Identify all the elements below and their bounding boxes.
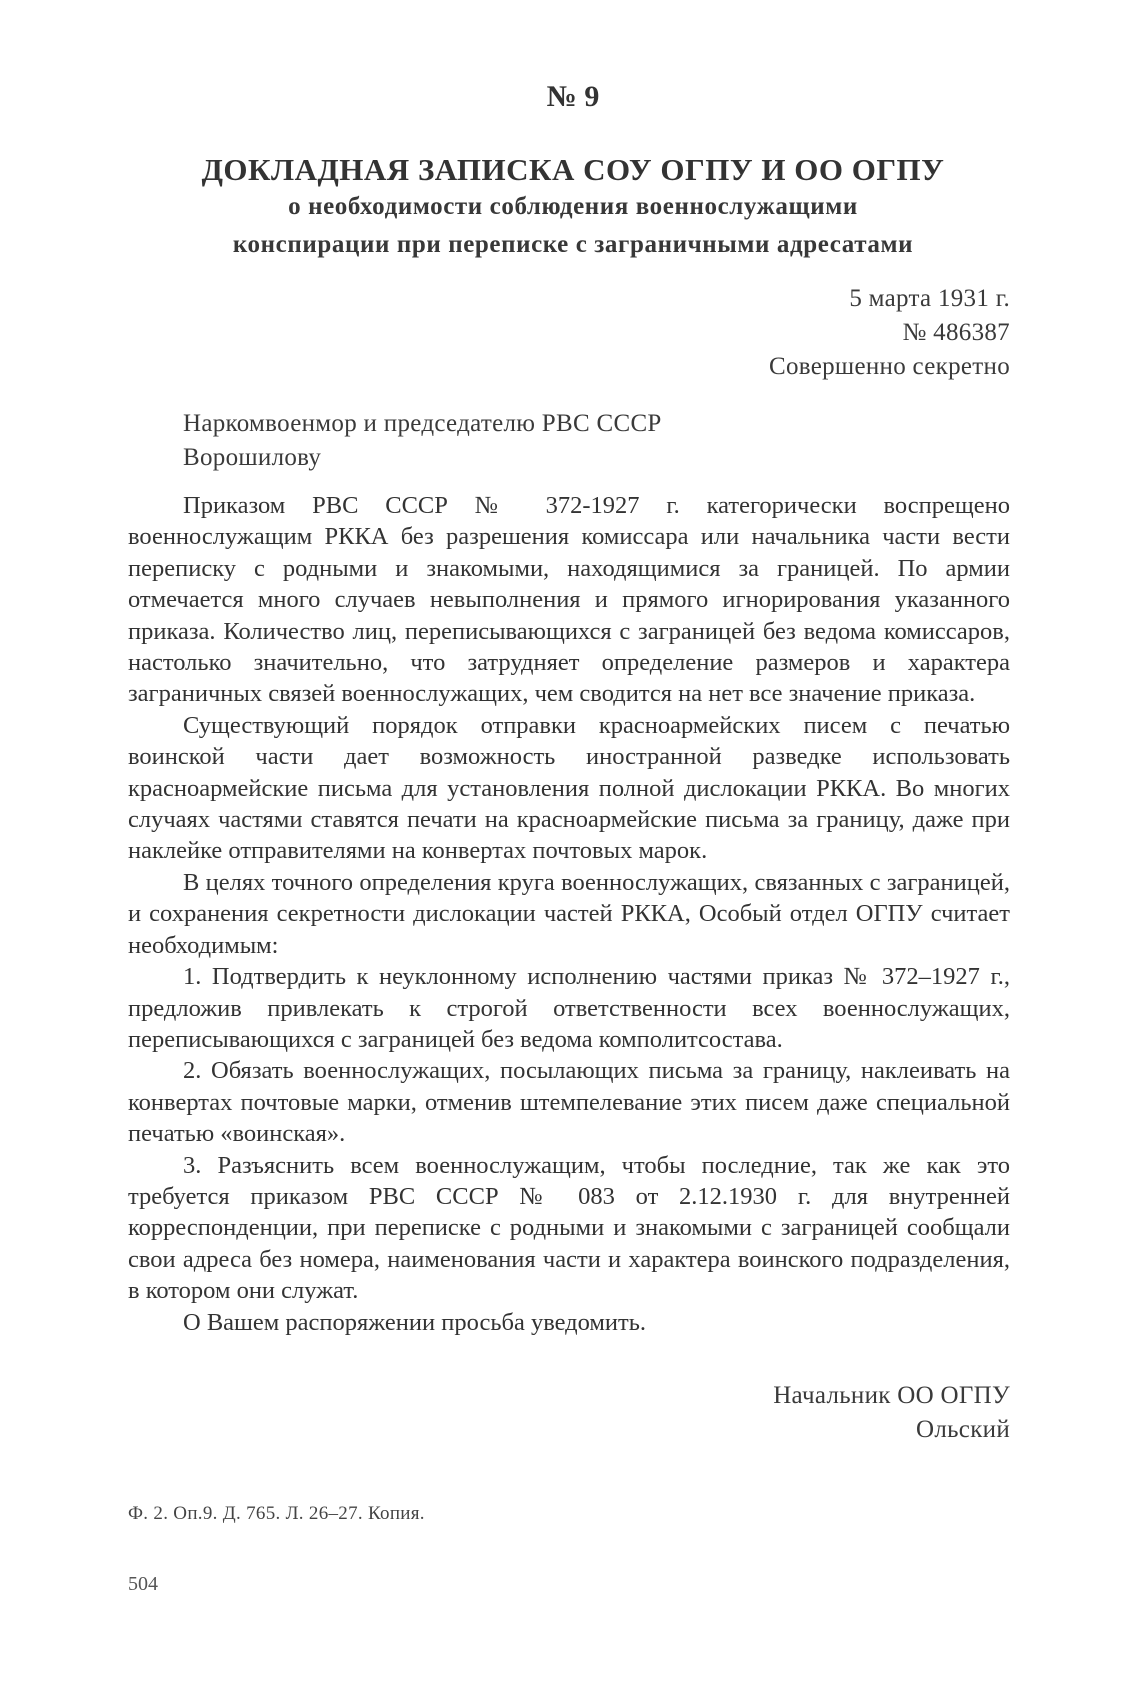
archive-reference: Ф. 2. Оп.9. Д. 765. Л. 26–27. Копия. — [128, 1503, 425, 1524]
addressee-line: Ворошилову — [183, 444, 322, 471]
body-paragraph: В целях точного определения круга военнослужащих, связанных с заграницей, и сохранения секретности дислокации частей РККА, Особый отдел ОГПУ считает необходимым: — [128, 868, 1010, 959]
document-title: ДОКЛАДНАЯ ЗАПИСКА СОУ ОГПУ И ОО ОГПУ — [201, 152, 945, 187]
signature-title: Начальник ОО ОГПУ — [773, 1382, 1010, 1409]
page-number: 504 — [128, 1573, 158, 1595]
document-date: 5 марта 1931 г. — [849, 285, 1010, 312]
subtitle-line: конспирации при переписке с заграничными адресатами — [232, 231, 914, 258]
addressee — [183, 407, 662, 475]
body-paragraph: Приказом РВС СССР № 372-1927 г. категорически воспрещено военнослужащим РККА без разрешения комиссара или начальника части вести переписку с родными и знакомыми, находящимися за границей. По армии отмечается много случаев невыполнения и прямого игнорирования указанного приказа. Количество лиц, переписывающихся с заграницей без ведома комиссаров, настолько значительно, что затрудняет определение размеров и характера заграничных связей военнослужащих, чем сводится на нет все значение приказа. — [128, 492, 1010, 708]
body-paragraph: О Вашем распоряжении просьба уведомить. — [183, 1308, 647, 1336]
classification-mark: Совершенно секретно — [768, 353, 1010, 380]
document-number: № 9 — [546, 80, 600, 113]
signature-name: Ольский — [915, 1416, 1010, 1443]
body-paragraph: 1. Подтвердить к неуклонному исполнению частями приказ № 372–1927 г., предложив привлекать к строгой ответственности всех военнослужащих, переписывающихся с заграницей без ведома комполитсостава. — [128, 963, 1010, 1053]
document-body — [128, 490, 1010, 1338]
body-paragraph: 3. Разъяснить всем военнослужащим, чтобы последние, так же как это требуется приказом РВС СССР № 083 от 2.12.1930 г. для внутренней корреспонденции, при переписке с родными и знакомыми с заграницей сообщали свои адреса без номера, наименования части и характера воинского подразделения, в котором они служат. — [128, 1151, 1010, 1305]
signature-block — [773, 1379, 1010, 1447]
addressee-line: Наркомвоенмор и председателю РВС СССР — [183, 410, 662, 437]
registration-number: № 486387 — [902, 319, 1010, 346]
document-meta — [769, 282, 1010, 384]
body-paragraph: 2. Обязать военнослужащих, посылающих письма за границу, наклеивать на конвертах почтовые марки, отменив штемпелевание этих писем даже специальной печатью «воинская». — [128, 1057, 1010, 1148]
body-paragraph: Существующий порядок отправки красноармейских писем с печатью воинской части дает возможность иностранной разведке использовать красноармейские письма для установления полной дислокации РККА. Во многих случаях частями ставятся печати на красноармейские письма за границу, даже при наклейке отправителями на конвертах почтовых марок. — [128, 711, 1010, 865]
document-subtitle — [100, 188, 1046, 264]
subtitle-line: о необходимости соблюдения военнослужащими — [288, 193, 858, 220]
